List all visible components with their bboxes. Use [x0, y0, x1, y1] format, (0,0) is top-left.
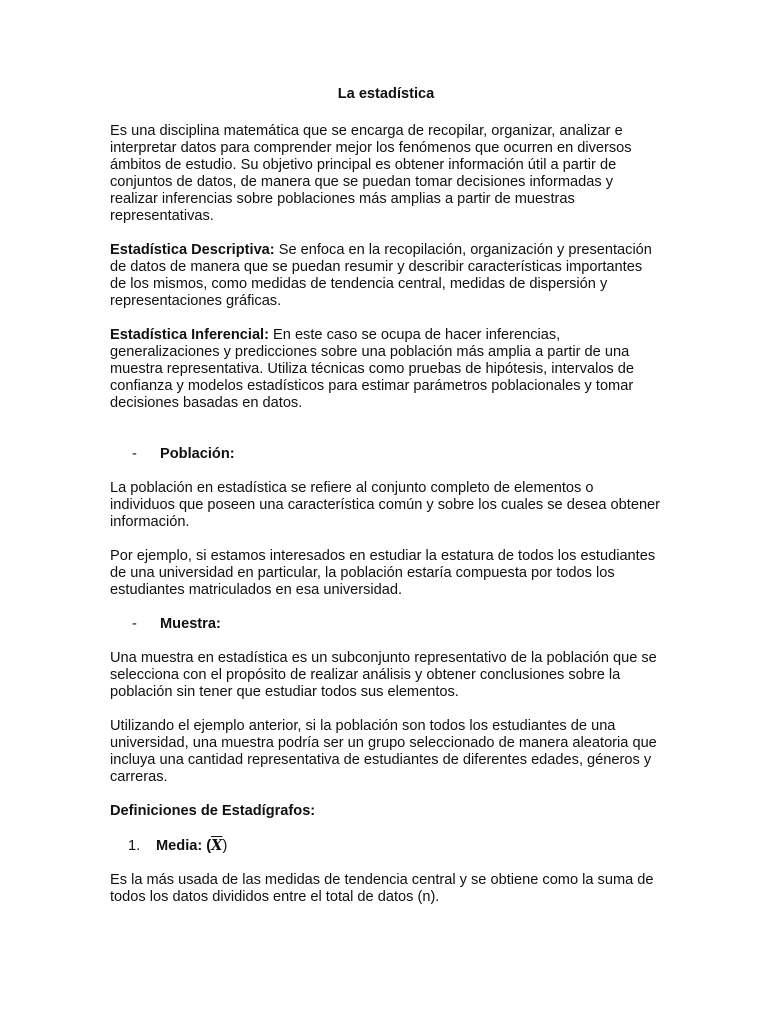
muestra-paragraph-1: Una muestra en estadística es un subconjunto representativo de la población que se selecciona con el propósito de realizar análisis y obtener conclusiones sobre la población sin tener que estudiar todos sus elementos.: [110, 650, 657, 700]
x-bar-symbol: $\overline{X}$: [211, 837, 223, 854]
document-page: [110, 86, 662, 923]
inferencial-paragraph: [110, 327, 662, 412]
inferencial-term: Estadística Inferencial:: [110, 327, 269, 343]
media-list-item: [110, 837, 662, 855]
poblacion-paragraph-1: La población en estadística se refiere al conjunto completo de elementos o individuos que poseen una característica común y sobre los cuales se desea obtener información.: [110, 480, 661, 530]
media-label-wrap: [156, 837, 227, 855]
document-title: La estadística: [337, 86, 435, 102]
poblacion-heading-item: [110, 446, 662, 463]
muestra-heading: Muestra:: [160, 616, 221, 632]
descriptiva-paragraph: [110, 242, 662, 310]
list-number: 1.: [128, 838, 141, 854]
descriptiva-text: Se enfoca en la recopilación, organización y presentación de datos de manera que se puedan resumir y describir características importantes de los mismos, como medidas de tendencia central, medidas de dispersión y representaciones gráficas.: [110, 242, 652, 309]
poblacion-heading: Población:: [160, 446, 235, 462]
inferencial-text: En este caso se ocupa de hacer inferencias, generalizaciones y predicciones sobre una población más amplia a partir de una muestra representativa. Utiliza técnicas como pruebas de hipótesis, intervalos de confianza y modelos estadísticos para estimar parámetros poblacionales y tomar decisiones basadas en datos.: [110, 327, 635, 411]
descriptiva-term: Estadística Descriptiva:: [110, 242, 275, 258]
spacer: [110, 429, 662, 446]
dash-marker: -: [132, 616, 137, 632]
dash-marker: -: [132, 446, 137, 462]
estadigrafos-heading: Definiciones de Estadígrafos:: [110, 803, 316, 819]
media-description: Es la más usada de las medidas de tendencia central y se obtiene como la suma de todos los datos divididos entre el total de datos (n).: [110, 872, 654, 905]
poblacion-paragraph-2: Por ejemplo, si estamos interesados en estudiar la estatura de todos los estudiantes de una universidad en particular, la población estaría compuesta por todos los estudiantes matriculados en esa universidad.: [110, 548, 656, 598]
muestra-paragraph-2: Utilizando el ejemplo anterior, si la población son todos los estudiantes de una universidad, una muestra podría ser un grupo seleccionado de manera aleatoria que incluya una cantidad representativa de estudiantes de diferentes edades, géneros y carreras.: [110, 718, 657, 785]
media-close-paren: ): [222, 838, 228, 854]
media-label: Media: (: [156, 838, 212, 854]
muestra-heading-item: [110, 616, 662, 633]
intro-paragraph: Es una disciplina matemática que se encarga de recopilar, organizar, analizar e interpretar datos para comprender mejor los fenómenos que ocurren en diversos ámbitos de estudio. Su objetivo principal es obtener información útil a partir de conjuntos de datos, de manera que se puedan tomar decisiones informadas y realizar inferencias sobre poblaciones más amplias a partir de muestras representativas.: [110, 123, 632, 224]
